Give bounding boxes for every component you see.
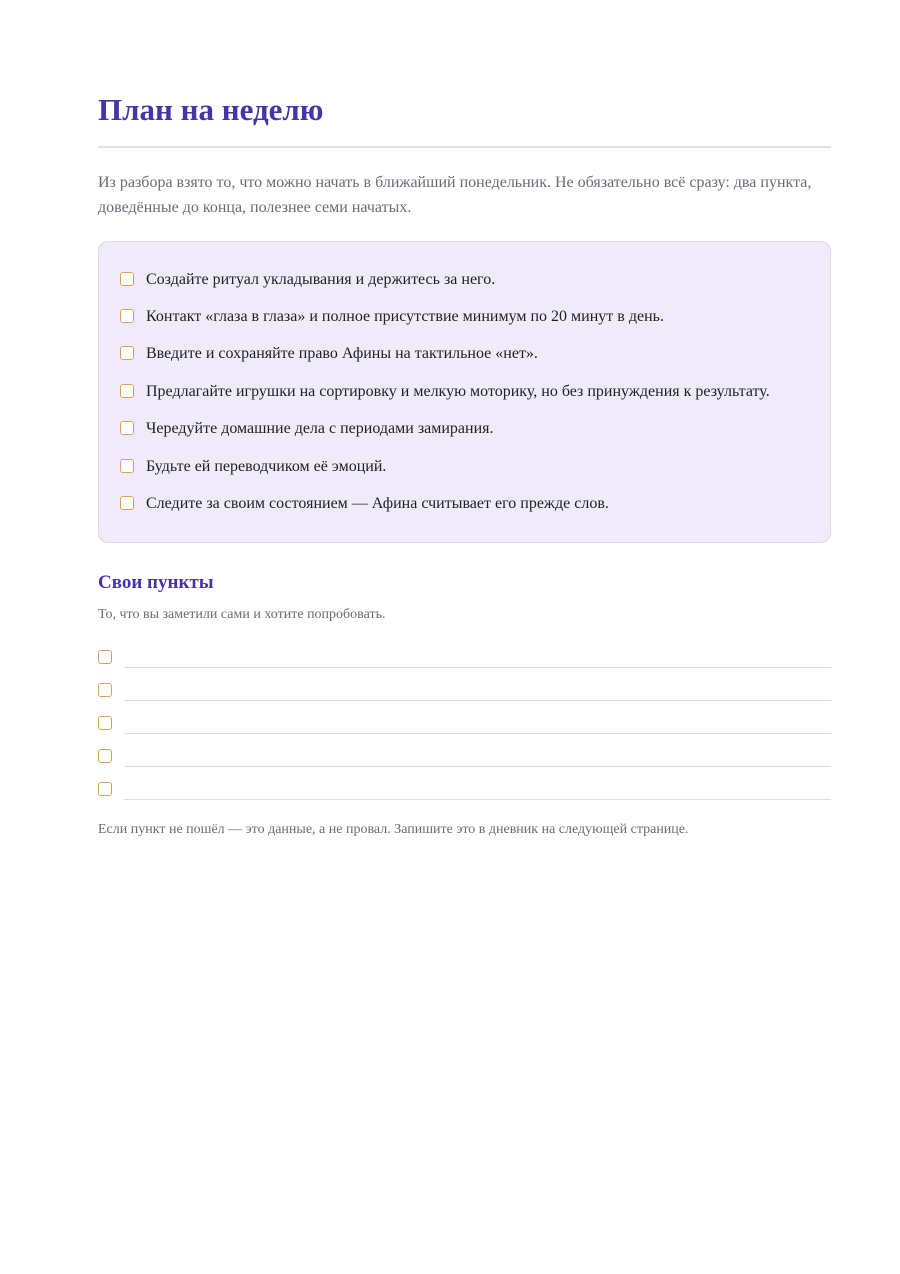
page-title: План на неделю <box>98 92 324 127</box>
checkbox-icon[interactable] <box>98 650 112 664</box>
intro-text: Из разбора взято то, что можно начать в ближайший понедельник. Не обязательно всё сразу: два пункта, доведённые до конца, полезнее семи начатых. <box>98 174 812 216</box>
checkbox-icon[interactable] <box>98 749 112 763</box>
custom-section-subtitle: То, что вы заметили сами и хотите попробовать. <box>98 607 386 622</box>
custom-item <box>98 769 831 802</box>
plan-item <box>120 448 810 485</box>
footnote: Если пункт не пошёл — это данные, а не провал. Запишите это в дневник на следующей странице. <box>98 822 689 837</box>
plan-item-label: Создайте ритуал укладывания и держитесь за него. <box>146 270 496 288</box>
custom-item <box>98 637 831 670</box>
checkbox-icon[interactable] <box>98 683 112 697</box>
plan-item-label: Следите за своим состоянием — Афина считывает его прежде слов. <box>146 495 609 513</box>
write-in-line[interactable] <box>124 766 831 767</box>
plan-item <box>120 485 810 522</box>
write-in-line[interactable] <box>124 667 831 668</box>
custom-item <box>98 670 831 703</box>
write-in-line[interactable] <box>124 733 831 734</box>
custom-item <box>98 703 831 736</box>
plan-item-label: Введите и сохраняйте право Афины на тактильное «нет». <box>146 345 538 363</box>
checkbox-icon[interactable] <box>120 384 134 398</box>
checkbox-icon[interactable] <box>120 421 134 435</box>
checkbox-icon[interactable] <box>120 346 134 360</box>
checkbox-icon[interactable] <box>98 716 112 730</box>
checkbox-icon[interactable] <box>120 309 134 323</box>
title-divider <box>98 146 831 148</box>
plan-item <box>120 298 810 335</box>
write-in-line[interactable] <box>124 700 831 701</box>
plan-item <box>120 373 810 410</box>
checkbox-icon[interactable] <box>120 272 134 286</box>
plan-item-label: Предлагайте игрушки на сортировку и мелкую моторику, но без принуждения к результату. <box>146 382 770 400</box>
plan-item-label: Чередуйте домашние дела с периодами замирания. <box>146 420 494 438</box>
checkbox-icon[interactable] <box>120 459 134 473</box>
custom-checklist <box>98 637 831 802</box>
plan-box <box>98 241 831 543</box>
custom-item <box>98 736 831 769</box>
checkbox-icon[interactable] <box>98 782 112 796</box>
plan-checklist <box>120 261 810 523</box>
plan-item <box>120 336 810 373</box>
plan-item <box>120 411 810 448</box>
custom-section-title: Свои пункты <box>98 572 214 593</box>
write-in-line[interactable] <box>124 799 831 800</box>
checkbox-icon[interactable] <box>120 496 134 510</box>
plan-item-label: Контакт «глаза в глаза» и полное присутствие минимум по 20 минут в день. <box>146 308 664 326</box>
plan-item-label: Будьте ей переводчиком её эмоций. <box>146 457 387 475</box>
plan-item <box>120 261 810 298</box>
